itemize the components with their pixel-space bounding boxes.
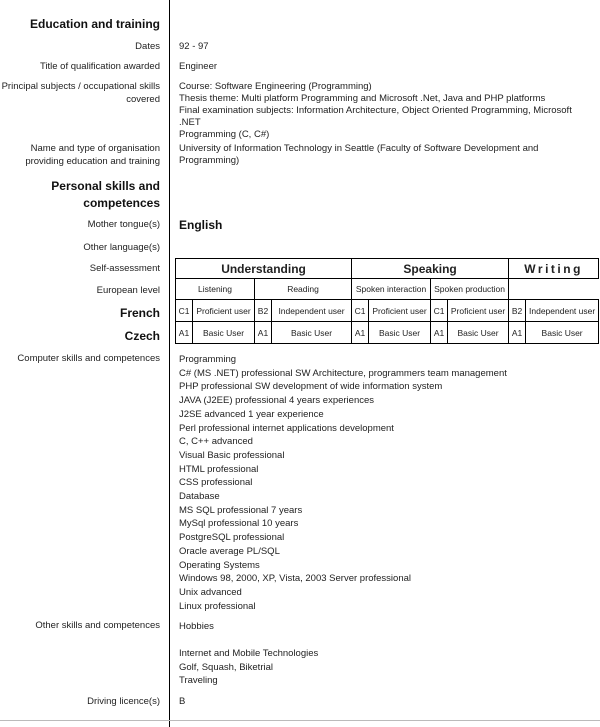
qualification-value: Engineer: [179, 61, 218, 72]
table-cell: Basic User: [272, 322, 352, 344]
personal-skills-heading-line: Personal skills and: [51, 179, 160, 193]
subjects-line: Programming (C, C#): [179, 129, 270, 140]
table-cell: C1: [352, 300, 369, 322]
table-cell: Proficient user: [369, 300, 431, 322]
list-item: Programming: [179, 354, 237, 365]
table-cell: A1: [176, 322, 193, 344]
list-item: MySql professional 10 years: [179, 518, 299, 530]
list-item: C, C++ advanced: [179, 436, 253, 448]
list-item: Oracle average PL/SQL: [179, 545, 280, 557]
table-cell: Proficient user: [193, 300, 255, 322]
list-item: PHP professional SW development of wide information system: [179, 381, 443, 393]
list-item: Internet and Mobile Technologies: [179, 648, 319, 659]
list-item: Linux professional: [179, 600, 256, 612]
other-skills-label: Other skills and competences: [35, 620, 160, 631]
list-item: C# (MS .NET) professional SW Architecture, programmers team management: [179, 367, 507, 379]
list-item: Golf, Squash, Biketrial: [179, 661, 273, 673]
european-level-label: European level: [96, 285, 160, 296]
table-cell: C1: [176, 300, 193, 322]
understanding-header: Understanding: [176, 259, 352, 279]
table-cell: Basic User: [369, 322, 431, 344]
list-item: Perl professional internet applications development: [179, 422, 394, 434]
other-skills-list: [179, 620, 594, 688]
driving-licence-label: Driving licence(s): [87, 696, 160, 707]
language-name-french: French: [119, 306, 160, 320]
table-cell: A1: [255, 322, 272, 344]
list-item: MS SQL professional 7 years: [179, 504, 303, 516]
hobbies-heading: Hobbies: [179, 621, 214, 632]
computer-skills-list: [179, 353, 594, 613]
blank-line: [179, 634, 594, 648]
spoken-interaction-subheader: Spoken interaction: [352, 279, 431, 300]
dates-label: Dates: [135, 41, 160, 52]
personal-skills-heading-line: competences: [83, 196, 160, 210]
list-item: Traveling: [179, 675, 218, 686]
speaking-header: Speaking: [352, 259, 509, 279]
organisation-value: University of Information Technology in Seattle (Faculty of Software Development and Programming): [179, 143, 539, 166]
computer-skills-label: Computer skills and competences: [17, 353, 160, 364]
table-cell: B2: [509, 300, 526, 322]
list-item: Unix advanced: [179, 586, 242, 598]
subjects-label-line: Principal subjects / occupational skills: [1, 81, 160, 92]
organisation-label-line: providing education and training: [25, 156, 160, 167]
table-cell: Independent user: [272, 300, 352, 322]
table-cell: A1: [352, 322, 369, 344]
language-name-czech: Czech: [124, 329, 160, 343]
table-cell: Proficient user: [448, 300, 509, 322]
education-heading: Education and training: [29, 17, 160, 31]
list-item: PostgreSQL professional: [179, 532, 285, 544]
mother-tongue-label: Mother tongue(s): [87, 219, 160, 230]
list-item: HTML professional: [179, 463, 259, 475]
organisation-label-line: Name and type of organisation: [30, 143, 160, 154]
column-divider: [169, 0, 170, 727]
table-cell: C1: [431, 300, 448, 322]
language-assessment-table: [175, 258, 599, 344]
list-item: JAVA (J2EE) professional 4 years experiences: [179, 395, 375, 407]
subjects-line: Final examination subjects: Information Architecture, Object Oriented Programming, Microsoft .NET: [179, 105, 572, 128]
list-item: Database: [179, 491, 220, 503]
dates-value: 92 - 97: [179, 41, 209, 52]
list-item: CSS professional: [179, 477, 253, 489]
self-assessment-label: Self-assessment: [89, 263, 160, 274]
table-cell: Basic User: [526, 322, 599, 344]
subjects-label-line: covered: [126, 94, 160, 105]
qualification-label: Title of qualification awarded: [39, 61, 160, 72]
subjects-line: Thesis theme: Multi platform Programming and Microsoft .Net, Java and PHP platforms: [179, 93, 546, 104]
writing-header: Writing: [509, 259, 599, 279]
writing-subheader-empty: [509, 279, 599, 300]
subjects-value: [179, 81, 594, 141]
subjects-line: Course: Software Engineering (Programming): [179, 81, 372, 92]
table-cell: Independent user: [526, 300, 599, 322]
bottom-divider: [0, 720, 600, 721]
table-cell: Basic User: [193, 322, 255, 344]
driving-licence-value: B: [179, 696, 186, 707]
spoken-production-subheader: Spoken production: [431, 279, 509, 300]
other-languages-label: Other language(s): [83, 242, 160, 253]
list-item: J2SE advanced 1 year experience: [179, 408, 324, 420]
table-row: [176, 322, 599, 344]
table-row: [176, 300, 599, 322]
list-item: Operating Systems: [179, 559, 260, 571]
table-cell: A1: [509, 322, 526, 344]
mother-tongue-value: English: [179, 218, 223, 232]
list-item: Visual Basic professional: [179, 449, 285, 461]
reading-subheader: Reading: [255, 279, 352, 300]
list-item: Windows 98, 2000, XP, Vista, 2003 Server professional: [179, 573, 412, 585]
listening-subheader: Listening: [176, 279, 255, 300]
table-cell: Basic User: [448, 322, 509, 344]
table-cell: A1: [431, 322, 448, 344]
table-cell: B2: [255, 300, 272, 322]
